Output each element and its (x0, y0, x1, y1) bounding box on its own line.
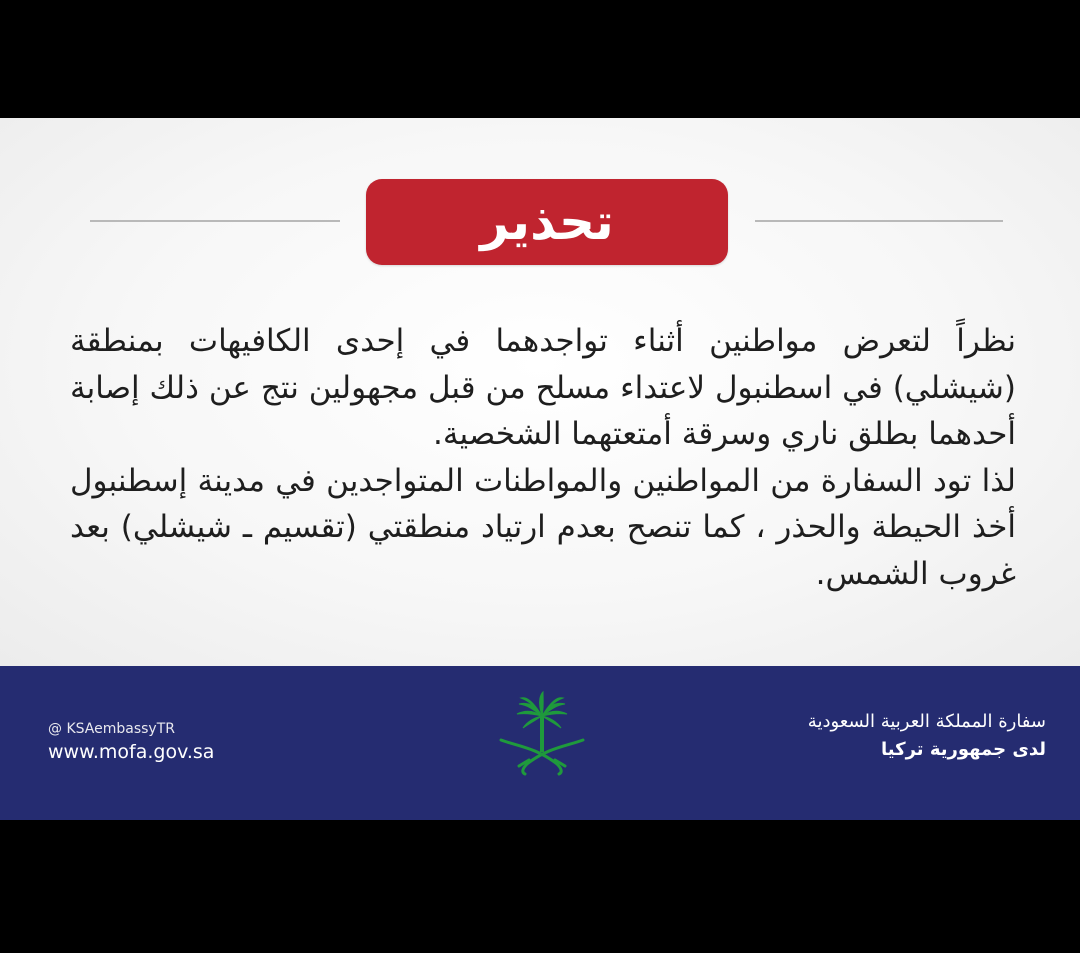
notice-paragraph-incident: نظراً لتعرض مواطنين أثناء تواجدهما في إحدى الكافيهات بمنطقة (شيشلي) في اسطنبول لاعتداء مسلح من قبل مجهولين نتج عن ذلك إصابة أحدهما بطلق ناري وسرقة أمتعتهما الشخصية. (70, 323, 1016, 452)
divider-left (90, 220, 340, 222)
embassy-name: سفارة المملكة العربية السعودية (807, 711, 1046, 732)
website-link: www.mofa.gov.sa (48, 741, 215, 763)
notice-paragraph-advice: لذا تود السفارة من المواطنين والمواطنات المتواجدين في مدينة إسطنبول أخذ الحيطة والحذر ، كما تنصح بعدم ارتياد منطقتي (تقسيم ـ شيشلي) بعد غروب الشمس. (70, 462, 1016, 592)
palm-and-swords-emblem-icon (497, 690, 587, 782)
divider-right (755, 220, 1003, 222)
embassy-location: لدى جمهورية تركيا (881, 739, 1046, 760)
bottom-black-bar (0, 820, 1080, 953)
notice-body (70, 318, 1016, 597)
warning-title: تحذير (480, 193, 614, 251)
warning-title-badge (366, 179, 728, 265)
social-handle: @ KSAembassyTR (48, 721, 175, 737)
top-black-bar (0, 0, 1080, 118)
